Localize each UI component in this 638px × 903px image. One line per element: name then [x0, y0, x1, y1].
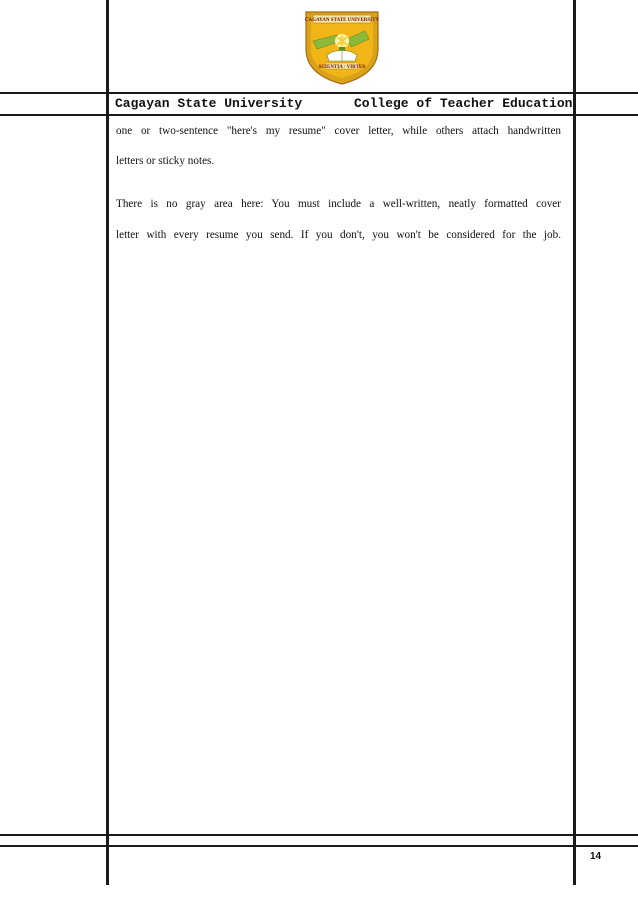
header-college-name: College of Teacher Education	[354, 96, 573, 111]
paragraph-1-line-2: letters or sticky notes.	[116, 155, 215, 167]
page-number: 14	[590, 851, 602, 862]
header-bottom-rule	[0, 114, 638, 116]
paragraph-1-line-1: one or two-sentence "here's my resume" cover letter, while others attach handwritten	[116, 125, 561, 137]
paragraph-2-line-1: There is no gray area here: You must include a well-written, neatly formatted cover	[116, 198, 561, 210]
left-border-line	[106, 0, 109, 885]
right-border-line	[573, 0, 576, 885]
paragraph-2-line-2: letter with every resume you send. If you don't, you won't be considered for the job.	[116, 229, 561, 241]
svg-text:CAGAYAN STATE UNIVERSITY: CAGAYAN STATE UNIVERSITY	[304, 18, 380, 23]
university-seal-logo	[303, 9, 381, 85]
svg-text:SCIENTIA · VIRTUS: SCIENTIA · VIRTUS	[318, 64, 366, 70]
header-top-rule	[0, 92, 638, 94]
header-university-name: Cagayan State University	[115, 96, 303, 111]
footer-bottom-rule	[0, 845, 638, 847]
footer-top-rule	[0, 834, 638, 836]
